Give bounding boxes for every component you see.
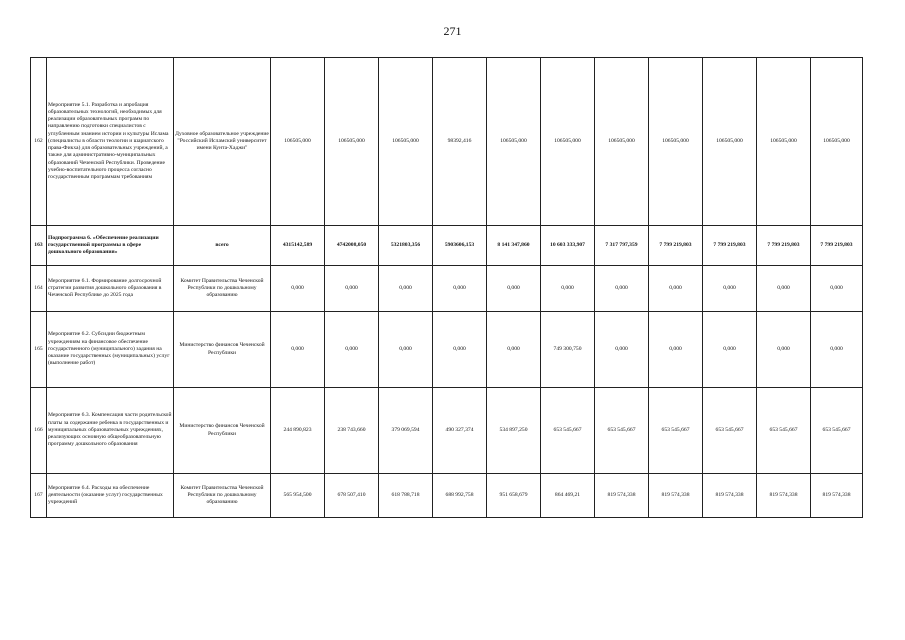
funding-value: 5321803,356 — [379, 226, 433, 266]
executor: Комитет Правительства Чеченской Республики по дошкольному образованию — [174, 266, 271, 312]
funding-value: 106505,000 — [757, 58, 811, 226]
row-number: 164 — [31, 266, 47, 312]
funding-value: 819 574,338 — [757, 474, 811, 518]
funding-value: 7 317 797,359 — [595, 226, 649, 266]
funding-value: 7 799 219,803 — [811, 226, 863, 266]
funding-value: 951 658,679 — [487, 474, 541, 518]
executor: всего — [174, 226, 271, 266]
funding-value: 0,000 — [757, 266, 811, 312]
funding-value: 106505,000 — [703, 58, 757, 226]
activity-name: Подпрограмма 6. «Обеспечение реализации государственной программы в сфере дошкольного образования» — [47, 226, 174, 266]
executor: Духовное образовательное учреждение "Российский Исламский университет имени Кунта-Хаджи" — [174, 58, 271, 226]
funding-value: 0,000 — [325, 312, 379, 388]
funding-value: 490 327,374 — [433, 388, 487, 474]
funding-value: 0,000 — [433, 266, 487, 312]
funding-value: 106505,000 — [379, 58, 433, 226]
funding-value: 653 545,667 — [649, 388, 703, 474]
funding-value: 678 507,410 — [325, 474, 379, 518]
executor: Министерство финансов Чеченской Республики — [174, 388, 271, 474]
funding-value: 106505,000 — [487, 58, 541, 226]
page-number: 271 — [443, 24, 462, 38]
funding-value: 0,000 — [649, 266, 703, 312]
funding-value: 0,000 — [541, 266, 595, 312]
funding-value: 565 954,500 — [271, 474, 325, 518]
funding-value: 653 545,667 — [595, 388, 649, 474]
funding-value: 0,000 — [379, 266, 433, 312]
funding-value: 0,000 — [811, 312, 863, 388]
row-number: 167 — [31, 474, 47, 518]
funding-value: 0,000 — [757, 312, 811, 388]
funding-value: 819 574,338 — [649, 474, 703, 518]
activity-name: Мероприятие 5.1. Разработка и апробация образовательных технологий, необходимых для реализации образовательных программ по направлению подготовки специалистов с углубленным знанием истории и культуры Ислама (специалисты в области теологии и шариатского права-Фикха) для образовательных учреждений, а также для административно-муниципальных образований Чеченской Республики. Проведение учебно-воспитательного процесса согласно государственным программам требованиям — [47, 58, 174, 226]
funding-value: 238 743,660 — [325, 388, 379, 474]
funding-value: 819 574,338 — [703, 474, 757, 518]
table-row — [31, 226, 863, 266]
funding-value: 7 799 219,803 — [703, 226, 757, 266]
funding-value: 7 799 219,803 — [649, 226, 703, 266]
row-number: 165 — [31, 312, 47, 388]
funding-value: 0,000 — [379, 312, 433, 388]
funding-value: 0,000 — [487, 266, 541, 312]
funding-value: 7 799 219,803 — [757, 226, 811, 266]
funding-value: 653 545,667 — [541, 388, 595, 474]
funding-value: 0,000 — [811, 266, 863, 312]
executor: Комитет Правительства Чеченской Республики по дошкольному образованию — [174, 474, 271, 518]
funding-value: 10 603 333,907 — [541, 226, 595, 266]
funding-value: 819 574,338 — [811, 474, 863, 518]
funding-value: 618 788,718 — [379, 474, 433, 518]
funding-value: 106505,000 — [541, 58, 595, 226]
funding-value: 0,000 — [703, 266, 757, 312]
budget-table — [30, 57, 863, 518]
funding-value: 819 574,338 — [595, 474, 649, 518]
table-row — [31, 58, 863, 226]
funding-value: 4315142,589 — [271, 226, 325, 266]
funding-value: 864 469,21 — [541, 474, 595, 518]
activity-name: Мероприятие 6.1. Формирование долгосрочной стратегии развития дошкольного образования в Чеченской Республике до 2025 года — [47, 266, 174, 312]
table-row — [31, 388, 863, 474]
table-row — [31, 312, 863, 388]
activity-name: Мероприятие 6.2. Субсидии бюджетным учреждениям на финансовое обеспечение государственного (муниципального) задания на оказание государственных (муниципальных) услуг (выполнение работ) — [47, 312, 174, 388]
funding-value: 379 069,594 — [379, 388, 433, 474]
funding-value: 0,000 — [703, 312, 757, 388]
funding-value: 106505,000 — [595, 58, 649, 226]
funding-value: 653 545,667 — [811, 388, 863, 474]
table-row — [31, 266, 863, 312]
activity-name: Мероприятие 6.4. Расходы на обеспечение деятельности (оказание услуг) государственных учреждений — [47, 474, 174, 518]
row-number: 162 — [31, 58, 47, 226]
funding-value: 534 897,250 — [487, 388, 541, 474]
funding-value: 0,000 — [649, 312, 703, 388]
funding-value: 0,000 — [433, 312, 487, 388]
activity-name: Мероприятие 6.3. Компенсация части родительской платы за содержание ребенка в государственных и муниципальных образовательных учреждениях, реализующих основную общеобразовательную программу дошкольного образования — [47, 388, 174, 474]
funding-value: 106505,000 — [271, 58, 325, 226]
funding-value: 106505,000 — [811, 58, 863, 226]
funding-value: 8 141 347,860 — [487, 226, 541, 266]
funding-value: 653 545,667 — [703, 388, 757, 474]
funding-value: 106505,000 — [649, 58, 703, 226]
funding-value: 106505,000 — [325, 58, 379, 226]
funding-value: 0,000 — [595, 312, 649, 388]
executor: Министерство финансов Чеченской Республики — [174, 312, 271, 388]
funding-value: 5903606,153 — [433, 226, 487, 266]
funding-value: 4742008,050 — [325, 226, 379, 266]
funding-value: 244 890,823 — [271, 388, 325, 474]
funding-value: 688 992,758 — [433, 474, 487, 518]
funding-value: 0,000 — [271, 266, 325, 312]
row-number: 163 — [31, 226, 47, 266]
funding-value: 0,000 — [595, 266, 649, 312]
funding-value: 653 545,667 — [757, 388, 811, 474]
funding-value: 98392,416 — [433, 58, 487, 226]
row-number: 166 — [31, 388, 47, 474]
funding-value: 0,000 — [487, 312, 541, 388]
funding-value: 0,000 — [325, 266, 379, 312]
funding-value: 0,000 — [271, 312, 325, 388]
table-row — [31, 474, 863, 518]
funding-value: 749 300,750 — [541, 312, 595, 388]
table-body — [31, 58, 863, 518]
